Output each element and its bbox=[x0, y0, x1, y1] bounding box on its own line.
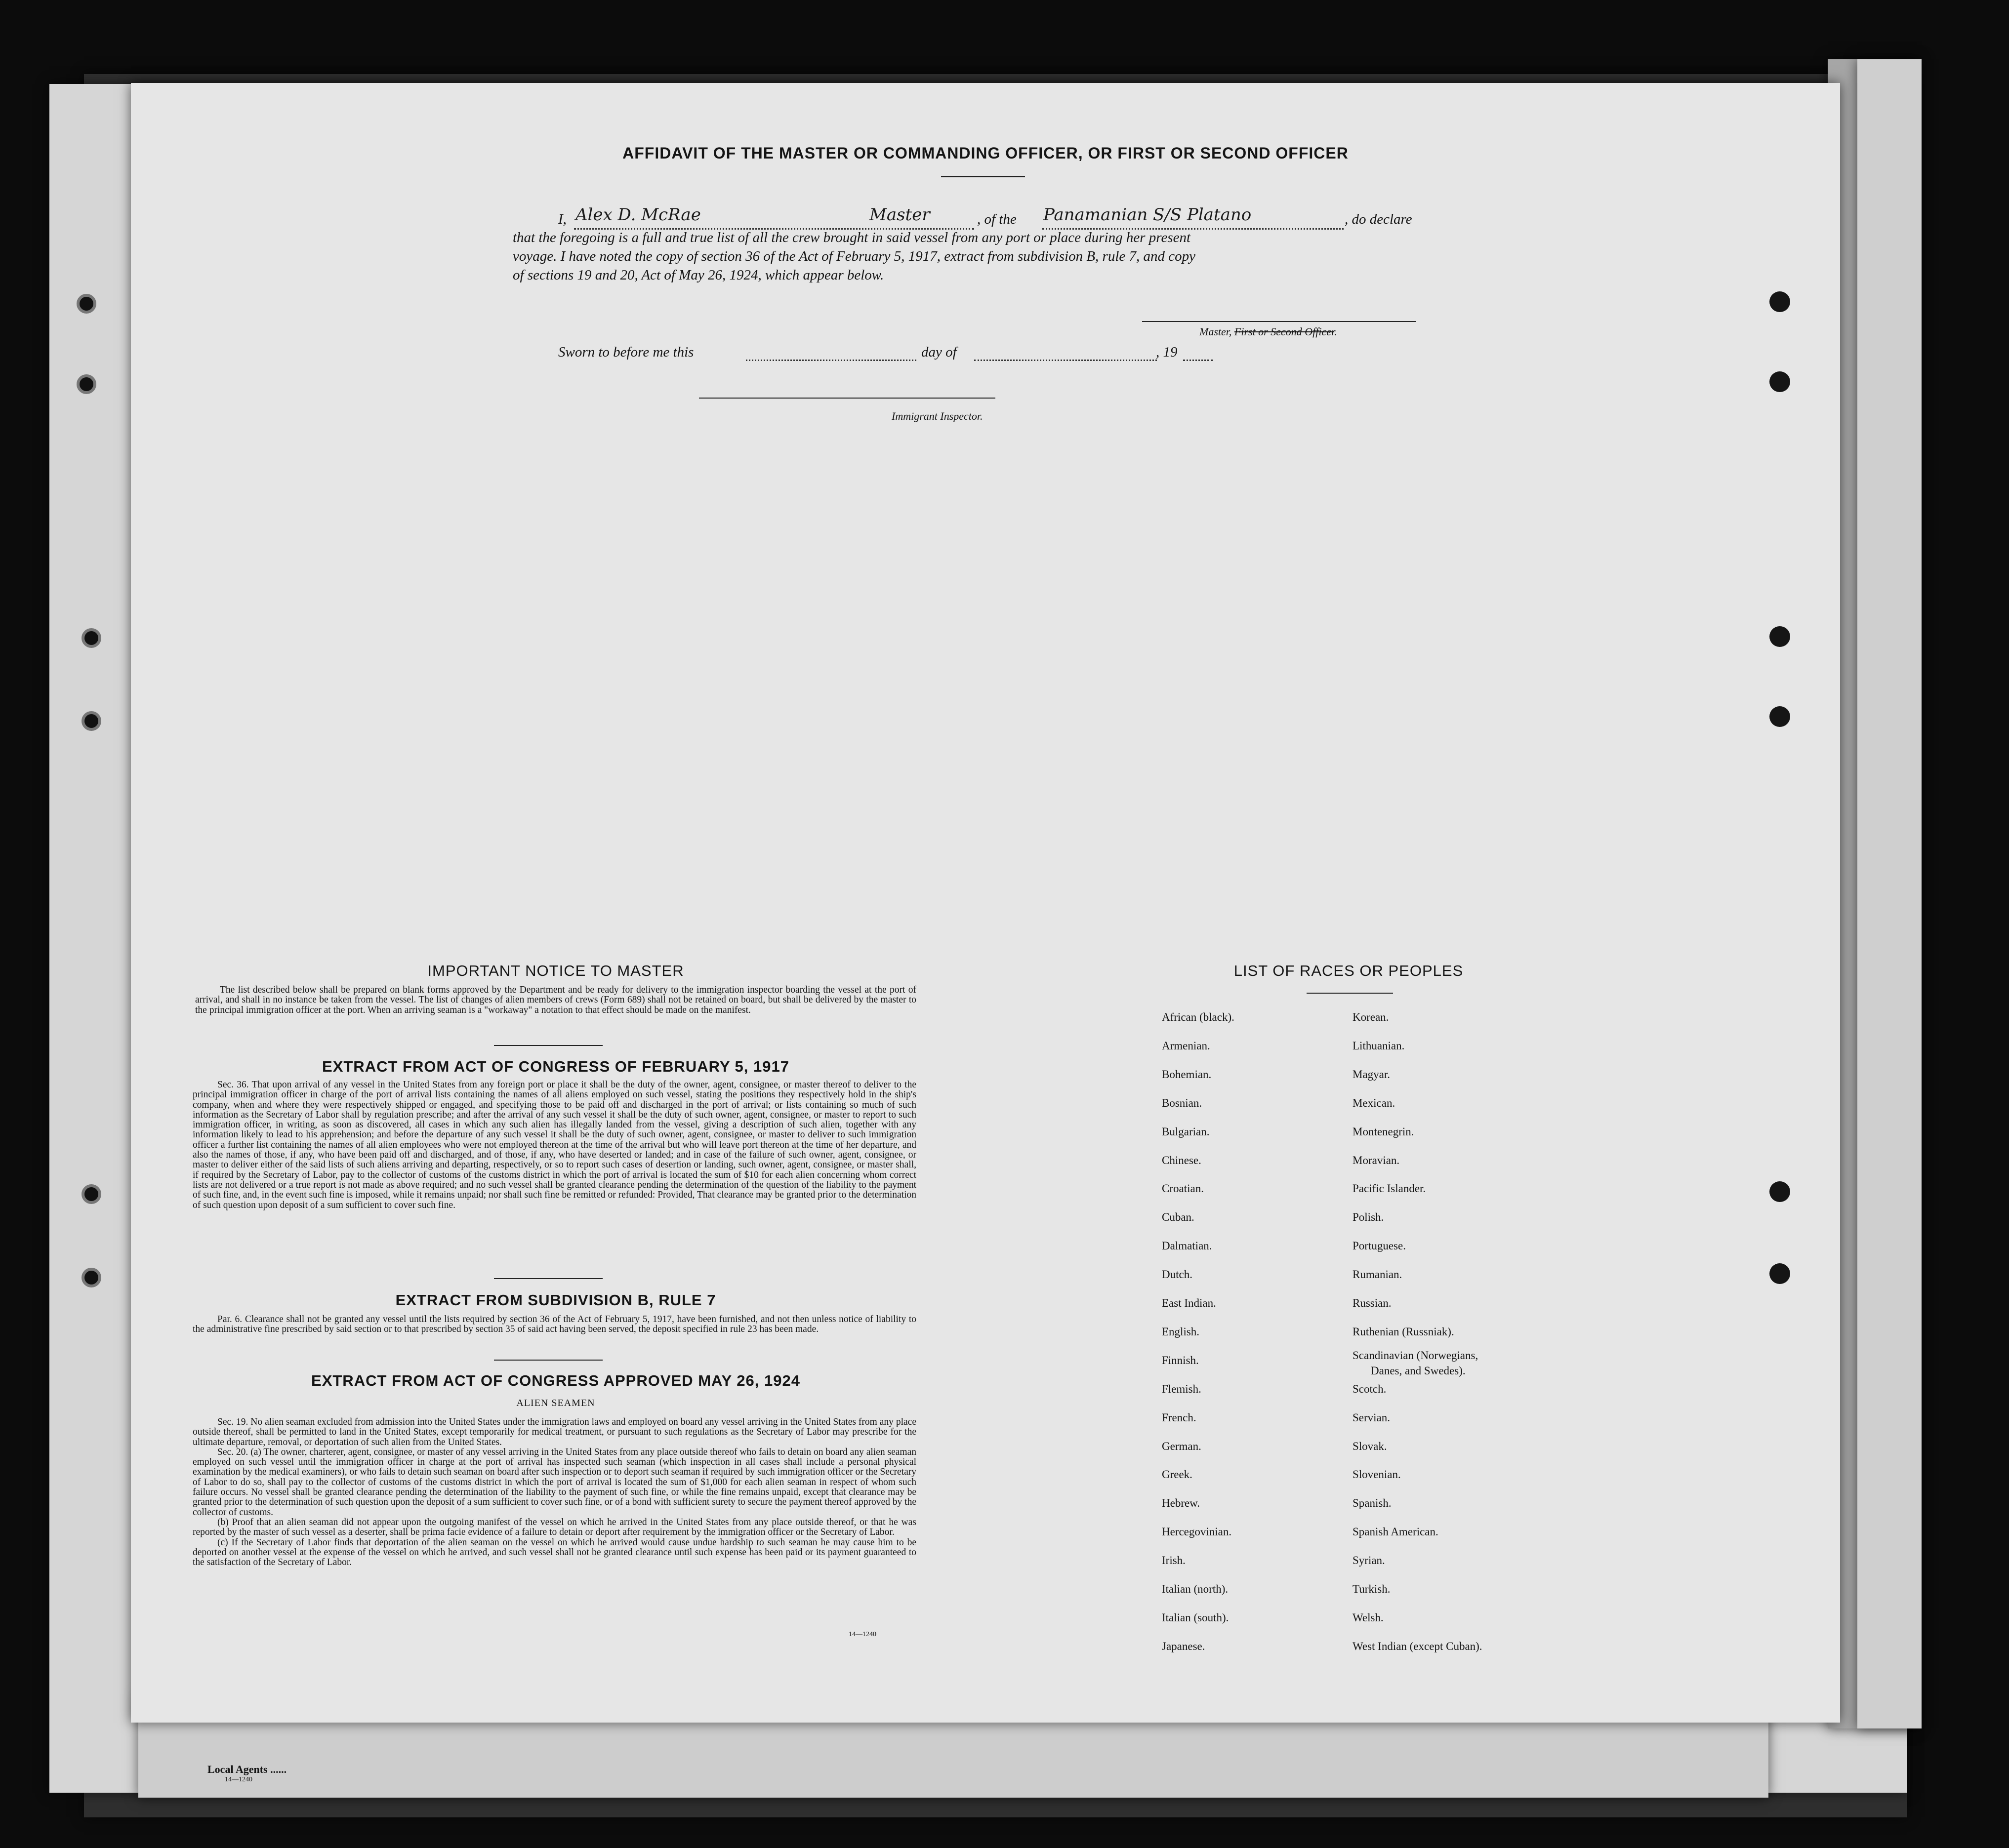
master-signature-line bbox=[1142, 321, 1416, 322]
race-item: Finnish. bbox=[1162, 1354, 1199, 1366]
rule7-title: EXTRACT FROM SUBDIVISION B, RULE 7 bbox=[395, 1291, 716, 1309]
do-declare-text: , do declare bbox=[1345, 211, 1412, 227]
affidavit-title: AFFIDAVIT OF THE MASTER OR COMMANDING OFFICER, OR FIRST OR SECOND OFFICER bbox=[622, 144, 1349, 162]
race-item: Montenegrin. bbox=[1353, 1125, 1414, 1138]
race-continuation: Danes, and Swedes). bbox=[1371, 1365, 1466, 1377]
races-title: LIST OF RACES OR PEOPLES bbox=[1233, 962, 1464, 979]
punch-hole bbox=[1769, 706, 1790, 727]
race-item: Spanish. bbox=[1353, 1497, 1392, 1509]
race-item: Bohemian. bbox=[1162, 1068, 1212, 1081]
bottom-strip-text: Local Agents ...... bbox=[207, 1763, 287, 1775]
section-rule bbox=[494, 1045, 603, 1046]
race-item: Bulgarian. bbox=[1162, 1125, 1210, 1138]
affidavit-line-2: that the foregoing is a full and true list of all the crew brought in said vessel from any port or place during her present bbox=[513, 230, 1191, 245]
sworn-month-line bbox=[974, 360, 1157, 361]
race-item: Chinese. bbox=[1162, 1154, 1201, 1166]
race-item: Irish. bbox=[1162, 1554, 1186, 1567]
race-item: Dutch. bbox=[1162, 1268, 1192, 1281]
race-item: Welsh. bbox=[1353, 1611, 1384, 1624]
extract-1924-body bbox=[193, 1417, 916, 1567]
race-item: Cuban. bbox=[1162, 1211, 1194, 1223]
race-item: Scandinavian (Norwegians, bbox=[1353, 1349, 1478, 1362]
sec-20b: (b) Proof that an alien seaman did not appear upon the outgoing manifest of the vessel on which he arrived in the United States from any place outside thereof, or that he was reported by the master of such vessel as a deserter, shall be prima facie evidence of a failure to detain or deport after requirement by the immigration officer or the Secretary of Labor. bbox=[193, 1517, 916, 1538]
race-item: Portuguese. bbox=[1353, 1240, 1406, 1252]
sec-20a: Sec. 20. (a) The owner, charterer, agent, consignee, or master of any vessel arriving in the United States from any place outside thereof who fails to detain on board any alien seaman employed on such vessel until the immigration officer in charge at the port of arrival has inspected such seaman (which inspection in all cases shall include a personal physical examination by the medical examiners), or who fails to detain such seaman on board after such inspection or to deport such seaman if required by such immigration officer or the Secretary of Labor to do so, shall pay to the collector of customs of the customs district in which the port of arrival is located the sum of $1,000 for each alien seaman in respect of whom such failure occurs. No vessel shall be granted clearance pending the determination of the liability to the payment of such fine, or while the fine remains unpaid, except that clearance may be granted prior to the determination of such question upon the deposit of a sum sufficient to cover such fine, or of a bond with sufficient surety to secure the payment thereof approved by the collector of customs. bbox=[193, 1446, 916, 1518]
race-item: Lithuanian. bbox=[1353, 1040, 1405, 1052]
section-rule bbox=[494, 1278, 603, 1279]
inspector-label: Immigrant Inspector. bbox=[892, 410, 983, 422]
race-item: Scotch. bbox=[1353, 1383, 1387, 1395]
notice-body: The list described below shall be prepared on blank forms approved by the Department and be ready for delivery to the immigration inspector boarding the vessel at the port of arrival, and shall in no instance be taken from the vessel. The list of changes of alien members of crews (Form 689) shall not be retained on board, but shall be delivered by the master to the principal immigration officer at the port. When an arriving seaman is a "workaway" a notation to that effect should be made on the manifest. bbox=[195, 985, 916, 1015]
of-the-text: , of the bbox=[977, 211, 1017, 227]
race-item: East Indian. bbox=[1162, 1297, 1216, 1309]
master-name-handwriting: Alex D. McRae bbox=[575, 205, 701, 225]
punch-hole bbox=[1769, 291, 1790, 312]
punch-hole bbox=[1769, 371, 1790, 392]
notice-title: IMPORTANT NOTICE TO MASTER bbox=[427, 962, 684, 979]
race-item: Korean. bbox=[1353, 1011, 1389, 1023]
race-item: German. bbox=[1162, 1440, 1201, 1452]
race-item: Servian. bbox=[1353, 1411, 1391, 1424]
race-item: Dalmatian. bbox=[1162, 1240, 1212, 1252]
race-item: French. bbox=[1162, 1411, 1196, 1424]
race-item: Turkish. bbox=[1353, 1583, 1391, 1595]
sec-20c: (c) If the Secretary of Labor finds that deportation of the alien seaman on the vessel on which he arrived would cause undue hardship to such seaman he may cause him to be deported on another vessel at the expense of the vessel on which he arrived, and such vessel shall not be granted clearance until such expense has been paid or its payment guaranteed to the satisfaction of the Secretary of Labor. bbox=[193, 1537, 916, 1568]
affidavit-i: I, bbox=[558, 211, 567, 227]
race-item: Bosnian. bbox=[1162, 1097, 1202, 1109]
rule7-body: Par. 6. Clearance shall not be granted any vessel until the lists required by section 36 of the Act of February 5, 1917, have been furnished, and not then unless notice of liability to the administrative fine prescribed by said section or to that prescribed by section 35 of said act having been served, the deposit specified in rule 23 has been made. bbox=[193, 1314, 916, 1335]
binder-hole bbox=[77, 374, 96, 394]
race-item: Hebrew. bbox=[1162, 1497, 1200, 1509]
sworn-text: Sworn to before me this bbox=[558, 344, 694, 360]
rank-handwriting: Master bbox=[869, 205, 930, 225]
extract-1924-title: EXTRACT FROM ACT OF CONGRESS APPROVED MAY 26, 1924 bbox=[311, 1372, 800, 1389]
race-item: Ruthenian (Russniak). bbox=[1353, 1326, 1454, 1338]
race-item: Hercegovinian. bbox=[1162, 1526, 1232, 1538]
race-item: Pacific Islander. bbox=[1353, 1182, 1426, 1195]
form-number: 14—1240 bbox=[849, 1631, 876, 1638]
race-item: Rumanian. bbox=[1353, 1268, 1402, 1281]
race-item: West Indian (except Cuban). bbox=[1353, 1640, 1482, 1652]
race-item: Italian (south). bbox=[1162, 1611, 1229, 1624]
race-item: Croatian. bbox=[1162, 1182, 1204, 1195]
race-item: Flemish. bbox=[1162, 1383, 1201, 1395]
sworn-year-line bbox=[1183, 360, 1213, 361]
race-item: Greek. bbox=[1162, 1468, 1192, 1481]
extract-1917-title: EXTRACT FROM ACT OF CONGRESS OF FEBRUARY 5, 1917 bbox=[322, 1058, 789, 1075]
affidavit-line-3: voyage. I have noted the copy of section 36 of the Act of February 5, 1917, extract from subdivision B, rule 7, and copy bbox=[513, 248, 1196, 264]
extract-1917-body: Sec. 36. That upon arrival of any vessel in the United States from any foreign port or place it shall be the duty of the owner, agent, consignee, or master thereof to deliver to the principal immigration officer in charge of the port of arrival lists containing the names of all aliens employed on such vessel, stating the positions they respectively hold in the ship's company, when and where they were respectively shipped or engaged, and specifying those to be paid off and discharged in the port of arrival; or lists containing so much of such information as the Secretary of Labor shall by regulation prescribe; and after the arrival of any such vessel it shall be the duty of such owner, agent, consignee, or master to report to such immigration officer, in writing, as soon as discovered, all cases in which any such alien has illegally landed from the vessel, giving a description of such alien, together with any information likely to lead to his apprehension; and before the departure of any such vessel it shall be the duty of such owner, agent, consignee, or master to deliver to such immigration officer a further list containing the names of all alien employees who were not employed thereon at the time of the arrival but who will leave port thereon at the time of her departure, and also the names of those, if any, who have been paid off and discharged, and of those, if any, who have deserted or landed; and in case of the failure of such owner, agent, consignee, or master to deliver either of the said lists of such aliens arriving and departing, respectively, or so to report such cases of desertion or landing, such owner, agent, consignee, or master shall, if required by the Secretary of Labor, pay to the collector of customs of the customs district in which the port of arrival is located the sum of $10 for each alien concerning whom correct lists are not delivered or a true report is not made as above required; and no such vessel shall be granted clearance pending the determination of the question of the liability to the payment of such fine, and, in the event such fine is imposed, while it remains unpaid; nor shall such fine be remitted or refunded: Provided, That clearance may be granted prior to the determination of such question upon deposit of a sum sufficient to cover such fine. bbox=[193, 1080, 916, 1210]
race-item: Polish. bbox=[1353, 1211, 1384, 1223]
race-item: Spanish American. bbox=[1353, 1526, 1438, 1538]
section-rule bbox=[494, 1360, 603, 1361]
punch-hole bbox=[1769, 1181, 1790, 1202]
race-item: Armenian. bbox=[1162, 1040, 1210, 1052]
alien-seamen-subtitle: ALIEN SEAMEN bbox=[516, 1398, 595, 1408]
binder-hole bbox=[82, 1184, 101, 1204]
race-item: Russian. bbox=[1353, 1297, 1392, 1309]
race-item: Mexican. bbox=[1353, 1097, 1395, 1109]
sworn-year: , 19 bbox=[1156, 344, 1178, 360]
inspector-signature-line bbox=[699, 398, 995, 399]
right-edge-strip bbox=[1857, 59, 1922, 1728]
race-item: Japanese. bbox=[1162, 1640, 1205, 1652]
bottom-strip-number: 14—1240 bbox=[225, 1776, 252, 1783]
punch-hole bbox=[1769, 1263, 1790, 1284]
race-item: Magyar. bbox=[1353, 1068, 1391, 1081]
vessel-handwriting: Panamanian S/S Platano bbox=[1043, 205, 1252, 225]
punch-hole bbox=[1769, 626, 1790, 647]
master-signature-label: Master, First or Second Officer. bbox=[1199, 325, 1337, 338]
binder-hole bbox=[82, 628, 101, 648]
sec-19: Sec. 19. No alien seaman excluded from admission into the United States under the immigration laws and employed on board any vessel arriving in the United States from any place outside thereof, shall be permitted to land in the United States, except temporarily for medical treatment, or pursuant to such regulations as the Secretary of Labor may prescribe for the ultimate departure, removal, or deportation of such alien from the United States. bbox=[193, 1417, 916, 1447]
race-item: Slovenian. bbox=[1353, 1468, 1401, 1481]
sworn-day-line bbox=[746, 360, 916, 361]
binder-hole bbox=[77, 294, 96, 314]
binder-hole bbox=[82, 1268, 101, 1287]
race-item: African (black). bbox=[1162, 1011, 1234, 1023]
race-item: Syrian. bbox=[1353, 1554, 1385, 1567]
sworn-day-of: day of bbox=[921, 344, 957, 360]
race-item: Moravian. bbox=[1353, 1154, 1400, 1166]
races-rule bbox=[1307, 993, 1393, 994]
binder-hole bbox=[82, 711, 101, 731]
race-item: Italian (north). bbox=[1162, 1583, 1229, 1595]
title-rule bbox=[941, 176, 1025, 177]
race-item: Slovak. bbox=[1353, 1440, 1387, 1452]
affidavit-line-4: of sections 19 and 20, Act of May 26, 1924, which appear below. bbox=[513, 267, 884, 283]
race-item: English. bbox=[1162, 1326, 1200, 1338]
